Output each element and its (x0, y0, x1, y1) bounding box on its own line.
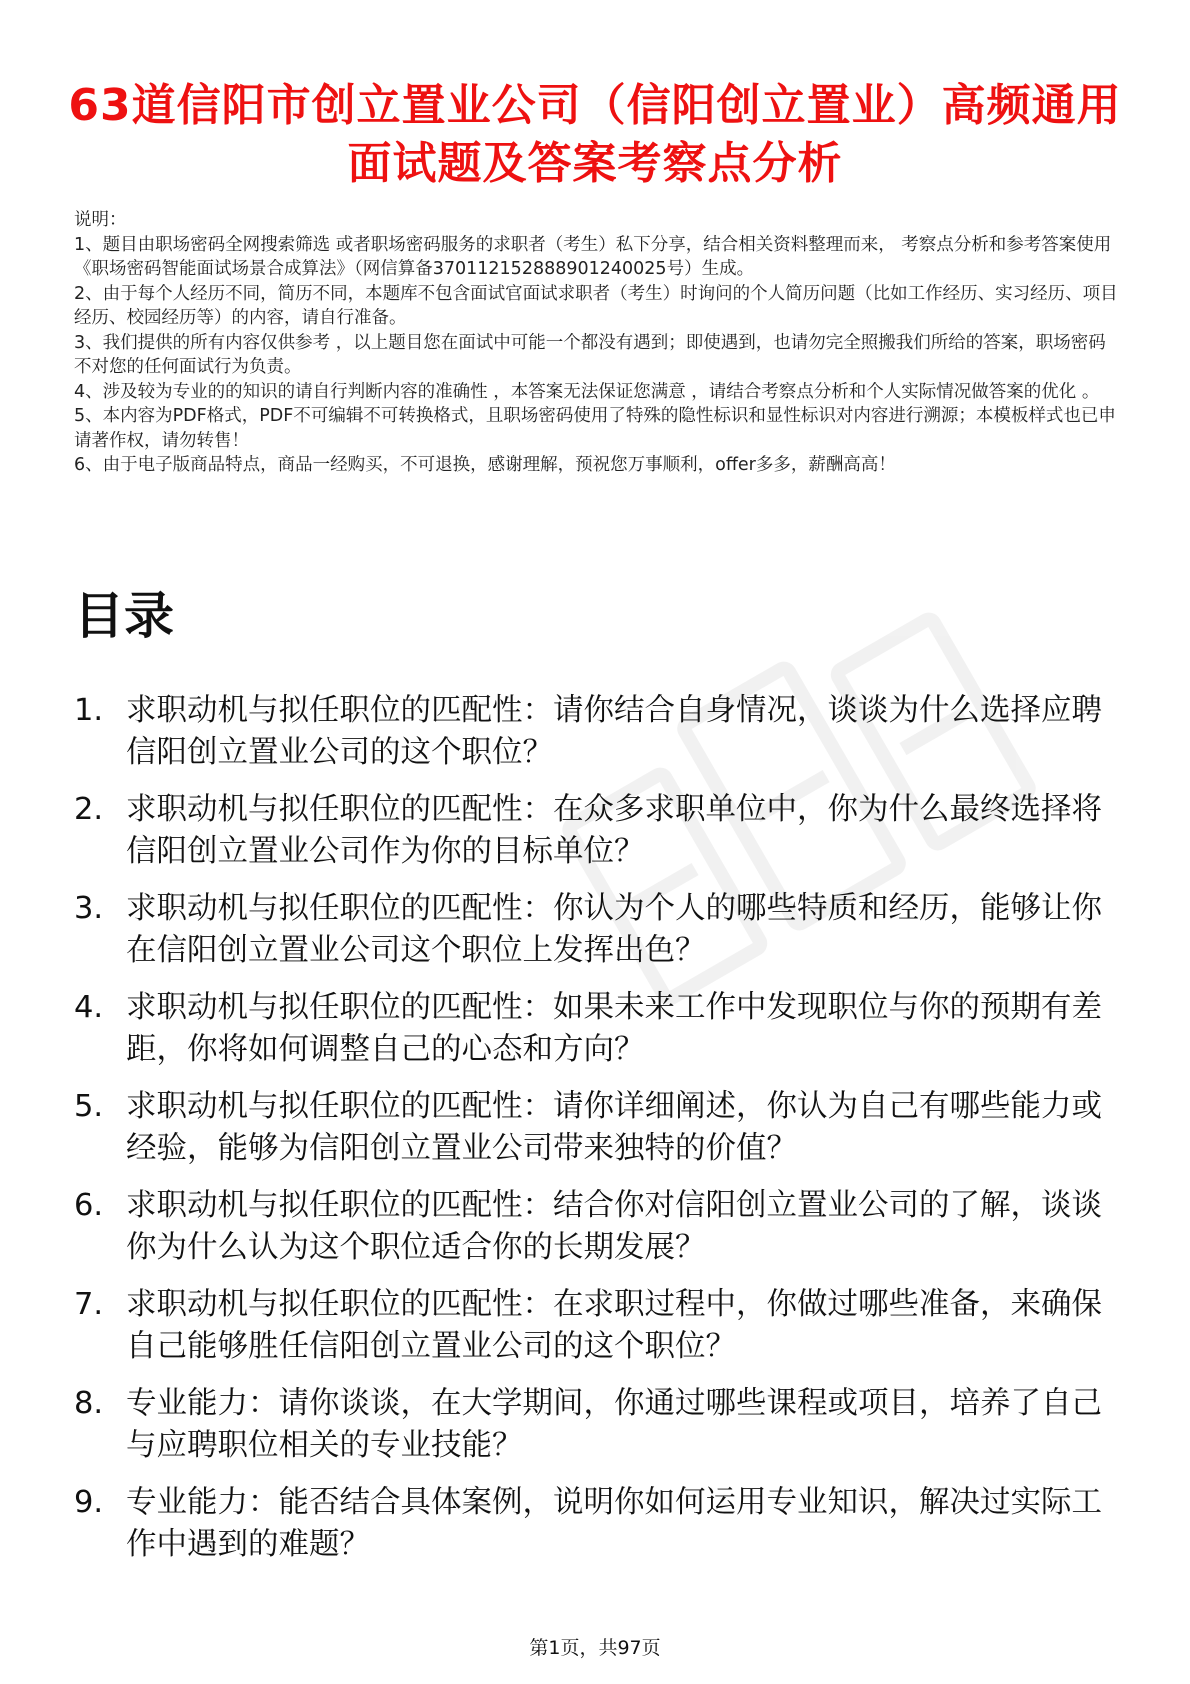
toc-item-number: 7. (74, 1287, 104, 1322)
toc-heading: 目录 (74, 587, 174, 645)
toc-item[interactable] (74, 1284, 1118, 1368)
toc-item[interactable] (74, 1185, 1118, 1269)
document-title: 63道信阳市创立置业公司（信阳创立置业）高频通用面试题及答案考察点分析 (68, 80, 1122, 190)
notes-heading: 说明： (74, 210, 127, 230)
toc-item-text: 求职动机与拟任职位的匹配性：结合你对信阳创立置业公司的了解，谈谈你为什么认为这个职位适合你的长期发展？ (126, 1188, 1102, 1265)
toc-item-number: 3. (74, 891, 104, 926)
note-item: 1、题目由职场密码全网搜索筛选 或者职场密码服务的求职者（考生）私下分享，结合相关资料整理而来， 考察点分析和参考答案使用《职场密码智能面试场景合成算法》（网信算备370112152888901240025号）生成。 (74, 234, 1112, 279)
toc-item-number: 5. (74, 1089, 104, 1124)
toc-item-text: 求职动机与拟任职位的匹配性：如果未来工作中发现职位与你的预期有差距，你将如何调整自己的心态和方向？ (126, 990, 1102, 1067)
toc-item[interactable] (74, 690, 1118, 774)
toc-item[interactable] (74, 1086, 1118, 1170)
toc-item-number: 1. (74, 693, 104, 728)
toc-item[interactable] (74, 987, 1118, 1071)
note-item: 2、由于每个人经历不同，简历不同，本题库不包含面试官面试求职者（考生）时询问的个人简历问题（比如工作经历、实习经历、项目经历、校园经历等）的内容，请自行准备。 (74, 283, 1118, 328)
toc-item[interactable] (74, 888, 1118, 972)
page-footer: 第1页，共97页 (529, 1637, 661, 1659)
toc-item-text: 求职动机与拟任职位的匹配性：请你结合自身情况，谈谈为什么选择应聘信阳创立置业公司的这个职位？ (126, 693, 1102, 770)
toc-item[interactable] (74, 1383, 1118, 1467)
note-item: 3、我们提供的所有内容仅供参考 ，以上题目您在面试中可能一个都没有遇到；即使遇到，也请勿完全照搬我们所给的答案，职场密码不对您的任何面试行为负责。 (74, 332, 1106, 377)
toc-item-text: 求职动机与拟任职位的匹配性：你认为个人的哪些特质和经历，能够让你在信阳创立置业公司这个职位上发挥出色？ (126, 891, 1102, 968)
toc-item-number: 6. (74, 1188, 104, 1223)
toc-item-text: 专业能力：能否结合具体案例，说明你如何运用专业知识，解决过实际工作中遇到的难题？ (126, 1485, 1102, 1562)
toc-item-number: 9. (74, 1485, 104, 1520)
toc-item-number: 8. (74, 1386, 104, 1421)
note-item: 6、由于电子版商品特点，商品一经购买，不可退换，感谢理解，预祝您万事顺利，offer多多，薪酬高高！ (74, 455, 896, 475)
toc-item-text: 求职动机与拟任职位的匹配性：在众多求职单位中，你为什么最终选择将信阳创立置业公司作为你的目标单位？ (126, 792, 1102, 869)
toc-item-text: 专业能力：请你谈谈，在大学期间，你通过哪些课程或项目，培养了自己与应聘职位相关的专业技能？ (126, 1386, 1102, 1463)
toc-item[interactable] (74, 1482, 1118, 1566)
toc-item-text: 求职动机与拟任职位的匹配性：请你详细阐述，你认为自己有哪些能力或经验，能够为信阳创立置业公司带来独特的价值？ (126, 1089, 1102, 1166)
toc-item[interactable] (74, 789, 1118, 873)
toc-item-text: 求职动机与拟任职位的匹配性：在求职过程中，你做过哪些准备，来确保自己能够胜任信阳创立置业公司的这个职位？ (126, 1287, 1102, 1364)
note-item: 5、本内容为PDF格式，PDF不可编辑不可转换格式，且职场密码使用了特殊的隐性标识和显性标识对内容进行溯源；本模板样式也已申请著作权，请勿转售！ (74, 406, 1116, 451)
note-item: 4、涉及较为专业的的知识的请自行判断内容的准确性 ，本答案无法保证您满意 ，请结合考察点分析和个人实际情况做答案的优化 。 (74, 381, 1100, 402)
notes-section (74, 208, 1118, 478)
toc-list (74, 690, 1118, 1581)
toc-item-number: 4. (74, 990, 104, 1025)
toc-item-number: 2. (74, 792, 104, 827)
